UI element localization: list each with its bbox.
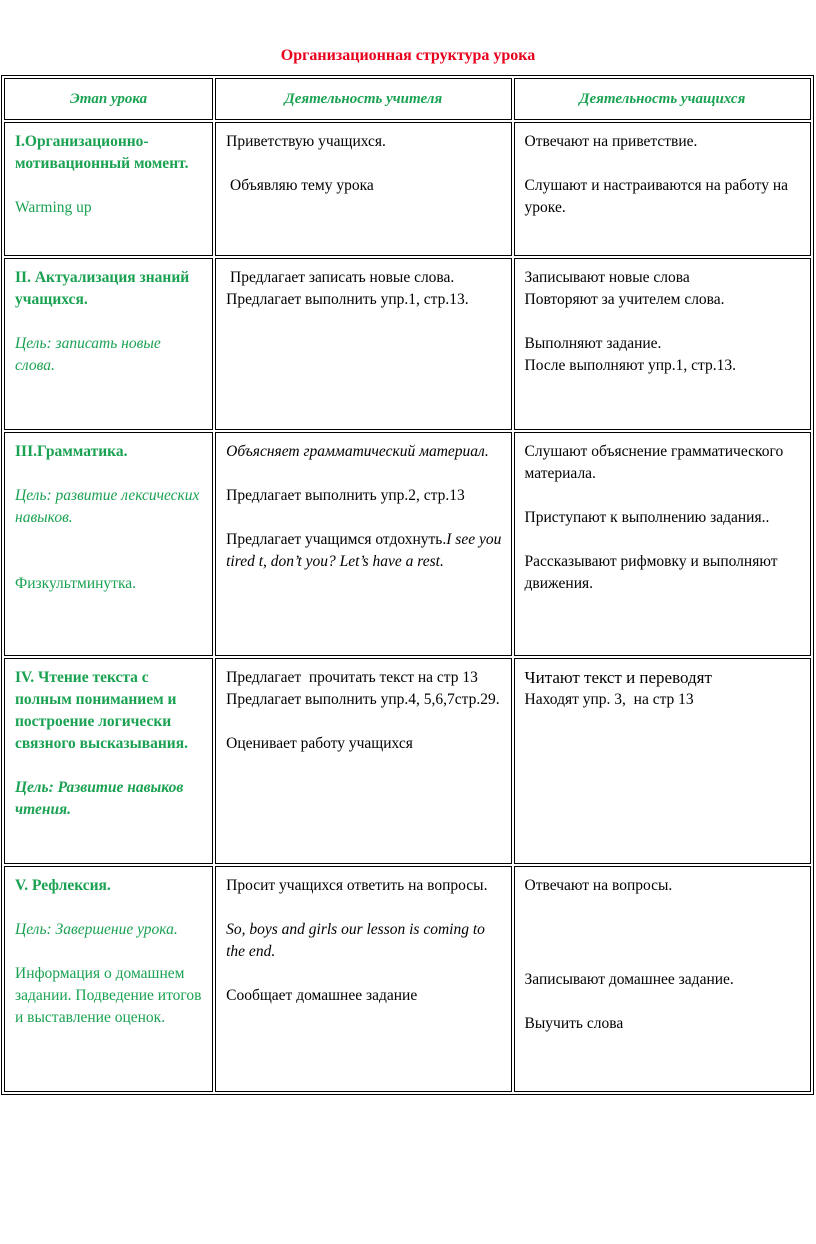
teacher-text: Объясняет грамматический материал. <box>226 443 489 460</box>
students-text: Рассказывают рифмовку и выполняют движения. <box>524 553 778 592</box>
lesson-structure-table <box>1 75 814 1095</box>
table-row <box>4 258 811 430</box>
students-cell <box>514 122 811 256</box>
teacher-text: Предлагает выполнить упр.2, стр.13 <box>226 487 465 504</box>
students-cell <box>514 658 811 864</box>
stage-goal: Цель: Развитие навыков чтения. <box>15 779 184 818</box>
header-students: Деятельность учащихся <box>514 78 811 120</box>
stage-title: V. Рефлексия. <box>15 877 111 894</box>
teacher-text-part: Предлагает учащимся отдохнуть. <box>226 531 447 548</box>
teacher-text: Предлагает записать новые слова. <box>226 269 455 286</box>
students-cell <box>514 432 811 656</box>
teacher-text: Объявляю тему урока <box>226 177 374 194</box>
stage-goal: Цель: Завершение урока. <box>15 921 178 938</box>
stage-cell <box>4 258 213 430</box>
students-text: Находят упр. 3, на стр 13 <box>524 691 694 708</box>
students-text: Приступают к выполнению задания.. <box>524 509 770 526</box>
teacher-cell <box>215 432 511 656</box>
stage-title: III.Грамматика. <box>15 443 128 460</box>
table-row <box>4 866 811 1092</box>
stage-note: Warming up <box>15 199 92 216</box>
students-text: Выполняют задание. <box>524 335 662 352</box>
teacher-cell <box>215 258 511 430</box>
header-stage: Этап урока <box>4 78 213 120</box>
page-title: Организационная структура урока <box>280 47 536 64</box>
students-text: Выучить слова <box>524 1015 624 1032</box>
teacher-text: Предлагает выполнить упр.1, стр.13. <box>226 291 469 308</box>
teacher-text <box>226 529 501 573</box>
stage-note: Информация о домашнем задании. Подведение итогов и выставление оценок. <box>15 965 202 1026</box>
table-header-row <box>4 78 811 120</box>
students-text: Записывают домашнее задание. <box>524 971 734 988</box>
students-cell <box>514 258 811 430</box>
students-text: Читают текст и переводят <box>524 668 712 687</box>
students-text: Записывают новые слова <box>524 269 690 286</box>
students-text: Отвечают на приветствие. <box>524 133 698 150</box>
stage-cell <box>4 866 213 1092</box>
students-text: Слушают объяснение грамматического материала. <box>524 443 784 482</box>
students-text: Слушают и настраиваются на работу на уроке. <box>524 177 789 216</box>
table-row <box>4 658 811 864</box>
stage-cell <box>4 432 213 656</box>
stage-goal: Цель: развитие лексических навыков. <box>15 487 200 526</box>
students-cell <box>514 866 811 1092</box>
students-text: Отвечают на вопросы. <box>524 877 673 894</box>
teacher-cell <box>215 866 511 1092</box>
teacher-text: Приветствую учащихся. <box>226 133 386 150</box>
students-text: Повторяют за учителем слова. <box>524 291 725 308</box>
table-row <box>4 432 811 656</box>
teacher-text: Предлагает прочитать текст на стр 13 <box>226 669 478 686</box>
teacher-text: Сообщает домашнее задание <box>226 987 418 1004</box>
teacher-cell <box>215 658 511 864</box>
teacher-text: Просит учащихся ответить на вопросы. <box>226 877 488 894</box>
table-row <box>4 122 811 256</box>
stage-note: Физкультминутка. <box>15 575 137 592</box>
teacher-english-phrase: I see you tired t, don’t you? Let’s have a rest. <box>226 531 502 570</box>
teacher-text: Предлагает выполнить упр.4, 5,6,7стр.29. <box>226 691 500 708</box>
stage-goal: Цель: записать новые слова. <box>15 335 161 374</box>
teacher-cell <box>215 122 511 256</box>
header-teacher: Деятельность учителя <box>215 78 511 120</box>
stage-title: IV. Чтение текста с полным пониманием и построение логически связного высказывания. <box>15 669 188 752</box>
stage-cell <box>4 658 213 864</box>
stage-cell <box>4 122 213 256</box>
teacher-text: Оценивает работу учащихся <box>226 735 413 752</box>
teacher-english-phrase: So, boys and girls our lesson is coming to the end. <box>226 921 485 960</box>
students-text: После выполняют упр.1, стр.13. <box>524 357 737 374</box>
stage-title: I.Организационно-мотивационный момент. <box>15 133 189 172</box>
stage-title: II. Актуализация знаний учащихся. <box>15 269 190 308</box>
